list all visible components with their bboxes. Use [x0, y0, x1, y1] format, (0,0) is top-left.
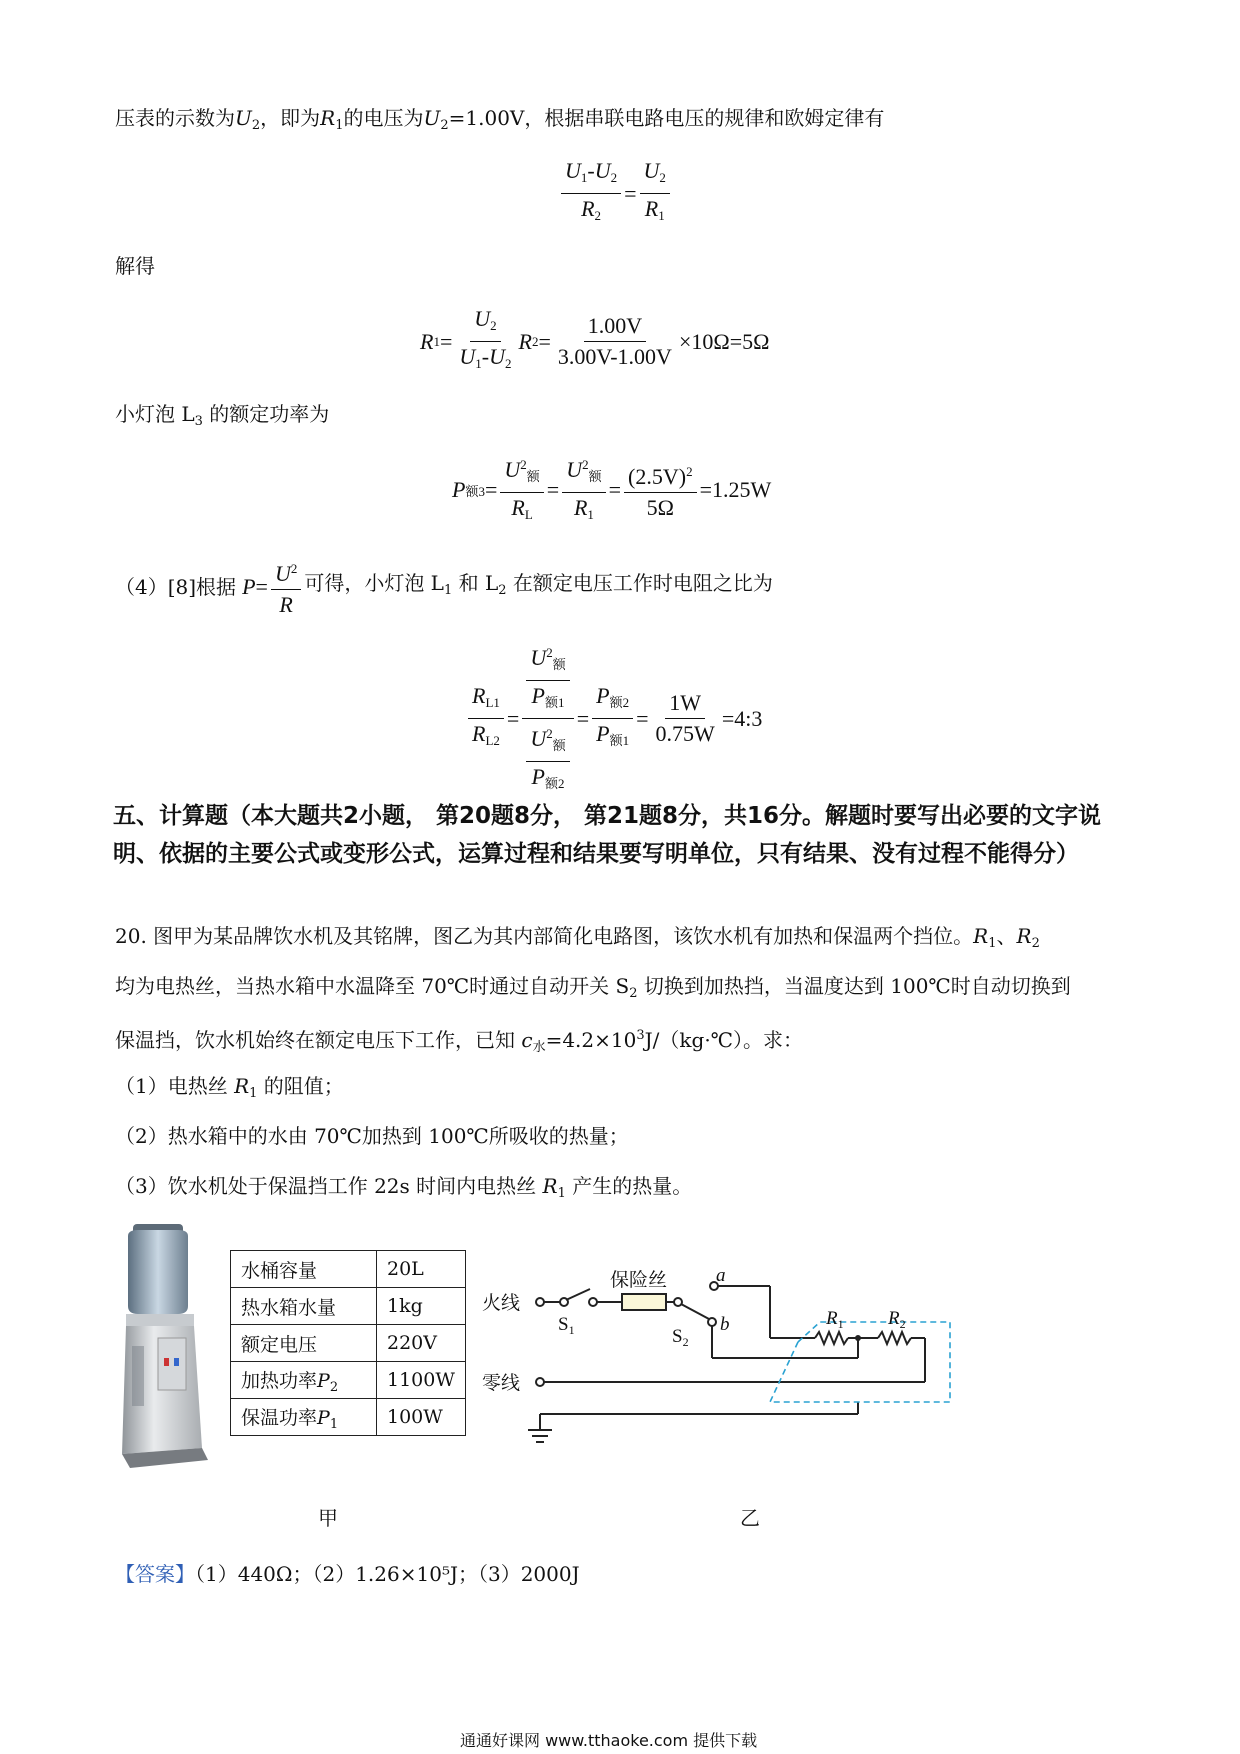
spec-table	[230, 1250, 466, 1436]
table-row: 额定电压 220V	[231, 1325, 466, 1362]
table-row: 水桶容量 20L	[231, 1251, 466, 1288]
contact-b-label: b	[720, 1314, 730, 1335]
answer-line	[115, 1560, 580, 1588]
switch-s2-label: $S_2$	[672, 1326, 689, 1349]
answer-text: （1）440Ω；（2）1.26×10⁵J；（3）2000J	[195, 1562, 580, 1586]
equation-ratio-rl: $\frac{R_{L1}}{R_{L2}}$ = $\frac{\frac{U^2_额}{P_{额1}}}{\frac{U^2_额}{P_{额2}}}$ = $\frac{P_{额2}}{P_{额1}}$ = $\frac{1W}{0.75W}$ =4:3	[465, 640, 762, 797]
q20-sub1: （1）电热丝 $R_1$ 的阻值；	[115, 1074, 344, 1101]
fuse-label: 保险丝	[610, 1270, 668, 1291]
circuit-diagram	[480, 1262, 960, 1462]
table-row: 热水箱水量 1kg	[231, 1288, 466, 1325]
resistor-r2-label: $R_2$	[888, 1308, 906, 1331]
text-part4: （4）[8]根据 P = $\frac{U^2}{R}$ 可得，小灯泡 $L_1$ 和 $L_2$ 在额定电压工作时电阻之比为	[115, 556, 773, 618]
text-line-voltmeter: 压表的示数为$U_2$，即为$R_1$的电压为$U_2=1.00V$，根据串联电路电压的规律和欧姆定律有	[115, 106, 885, 133]
q20-line3: 保温挡，饮水机始终在额定电压下工作，已知 $c_水=4.2\times 10^3J/(kg\cdot℃)$。求：	[115, 1028, 804, 1055]
resistor-r1-label: $R_1$	[826, 1308, 844, 1331]
contact-a-label: a	[716, 1265, 726, 1286]
footer-source: 通通好课网 www.tthaoke.com 提供下载	[460, 1731, 758, 1750]
text-jiede: 解得	[115, 254, 155, 278]
answer-tag: 【答案】	[115, 1562, 195, 1586]
section-heading-calculation: 五、计算题（本大题共2小题， 第20题8分， 第21题8分，共16分。解题时要写出必要的文字说明、依据的主要公式或变形公式，运算过程和结果要写明单位，只有结果、没有过程不能得分）	[113, 803, 1102, 867]
table-row: 加热功率$P_2$ 1100W	[231, 1362, 466, 1399]
q20-sub3: （3）饮水机处于保温挡工作 22s 时间内电热丝 $R_1$ 产生的热量。	[115, 1174, 693, 1201]
q20-line2: 均为电热丝，当热水箱中水温降至 70℃时通过自动开关 $S_2$ 切换到加热挡，当温度达到 100℃时自动切换到	[115, 974, 1071, 1001]
equation-ratio: $\frac{U_1-U_2}{R_2}$ = $\frac{U_2}{R_1}$	[558, 158, 673, 229]
figure-label-jia: 甲	[318, 1506, 338, 1530]
q20-sub2: （2）热水箱中的水由 70℃加热到 100℃所吸收的热量；	[115, 1124, 629, 1148]
equation-r1: R 1 = $\frac{U_2}{U_1-U_2}$ R 2 = $\frac{1.00V}{3.00V-1.00V}$ ×10Ω=5Ω	[420, 306, 770, 371]
equation-p3: P 额3 = $\frac{U^2_额}{R_L}$ = $\frac{U^2_额}{R_1}$ = $\frac{(2.5V)^2}{5\Omega}$ =1.25W	[452, 452, 771, 528]
water-dispenser-image	[118, 1218, 218, 1478]
neutral-wire-label: 零线	[482, 1373, 521, 1394]
table-row: 保温功率$P_1$ 100W	[231, 1399, 466, 1436]
figure-label-yi: 乙	[740, 1506, 760, 1530]
live-wire-label: 火线	[482, 1293, 521, 1314]
q20-line1: 20. 图甲为某品牌饮水机及其铭牌，图乙为其内部简化电路图，该饮水机有加热和保温两个挡位。$R_1$、$R_2$	[115, 924, 1040, 951]
switch-s1-label: $S_1$	[558, 1314, 575, 1337]
text-l3-power: 小灯泡 $L_3$ 的额定功率为	[115, 402, 330, 429]
